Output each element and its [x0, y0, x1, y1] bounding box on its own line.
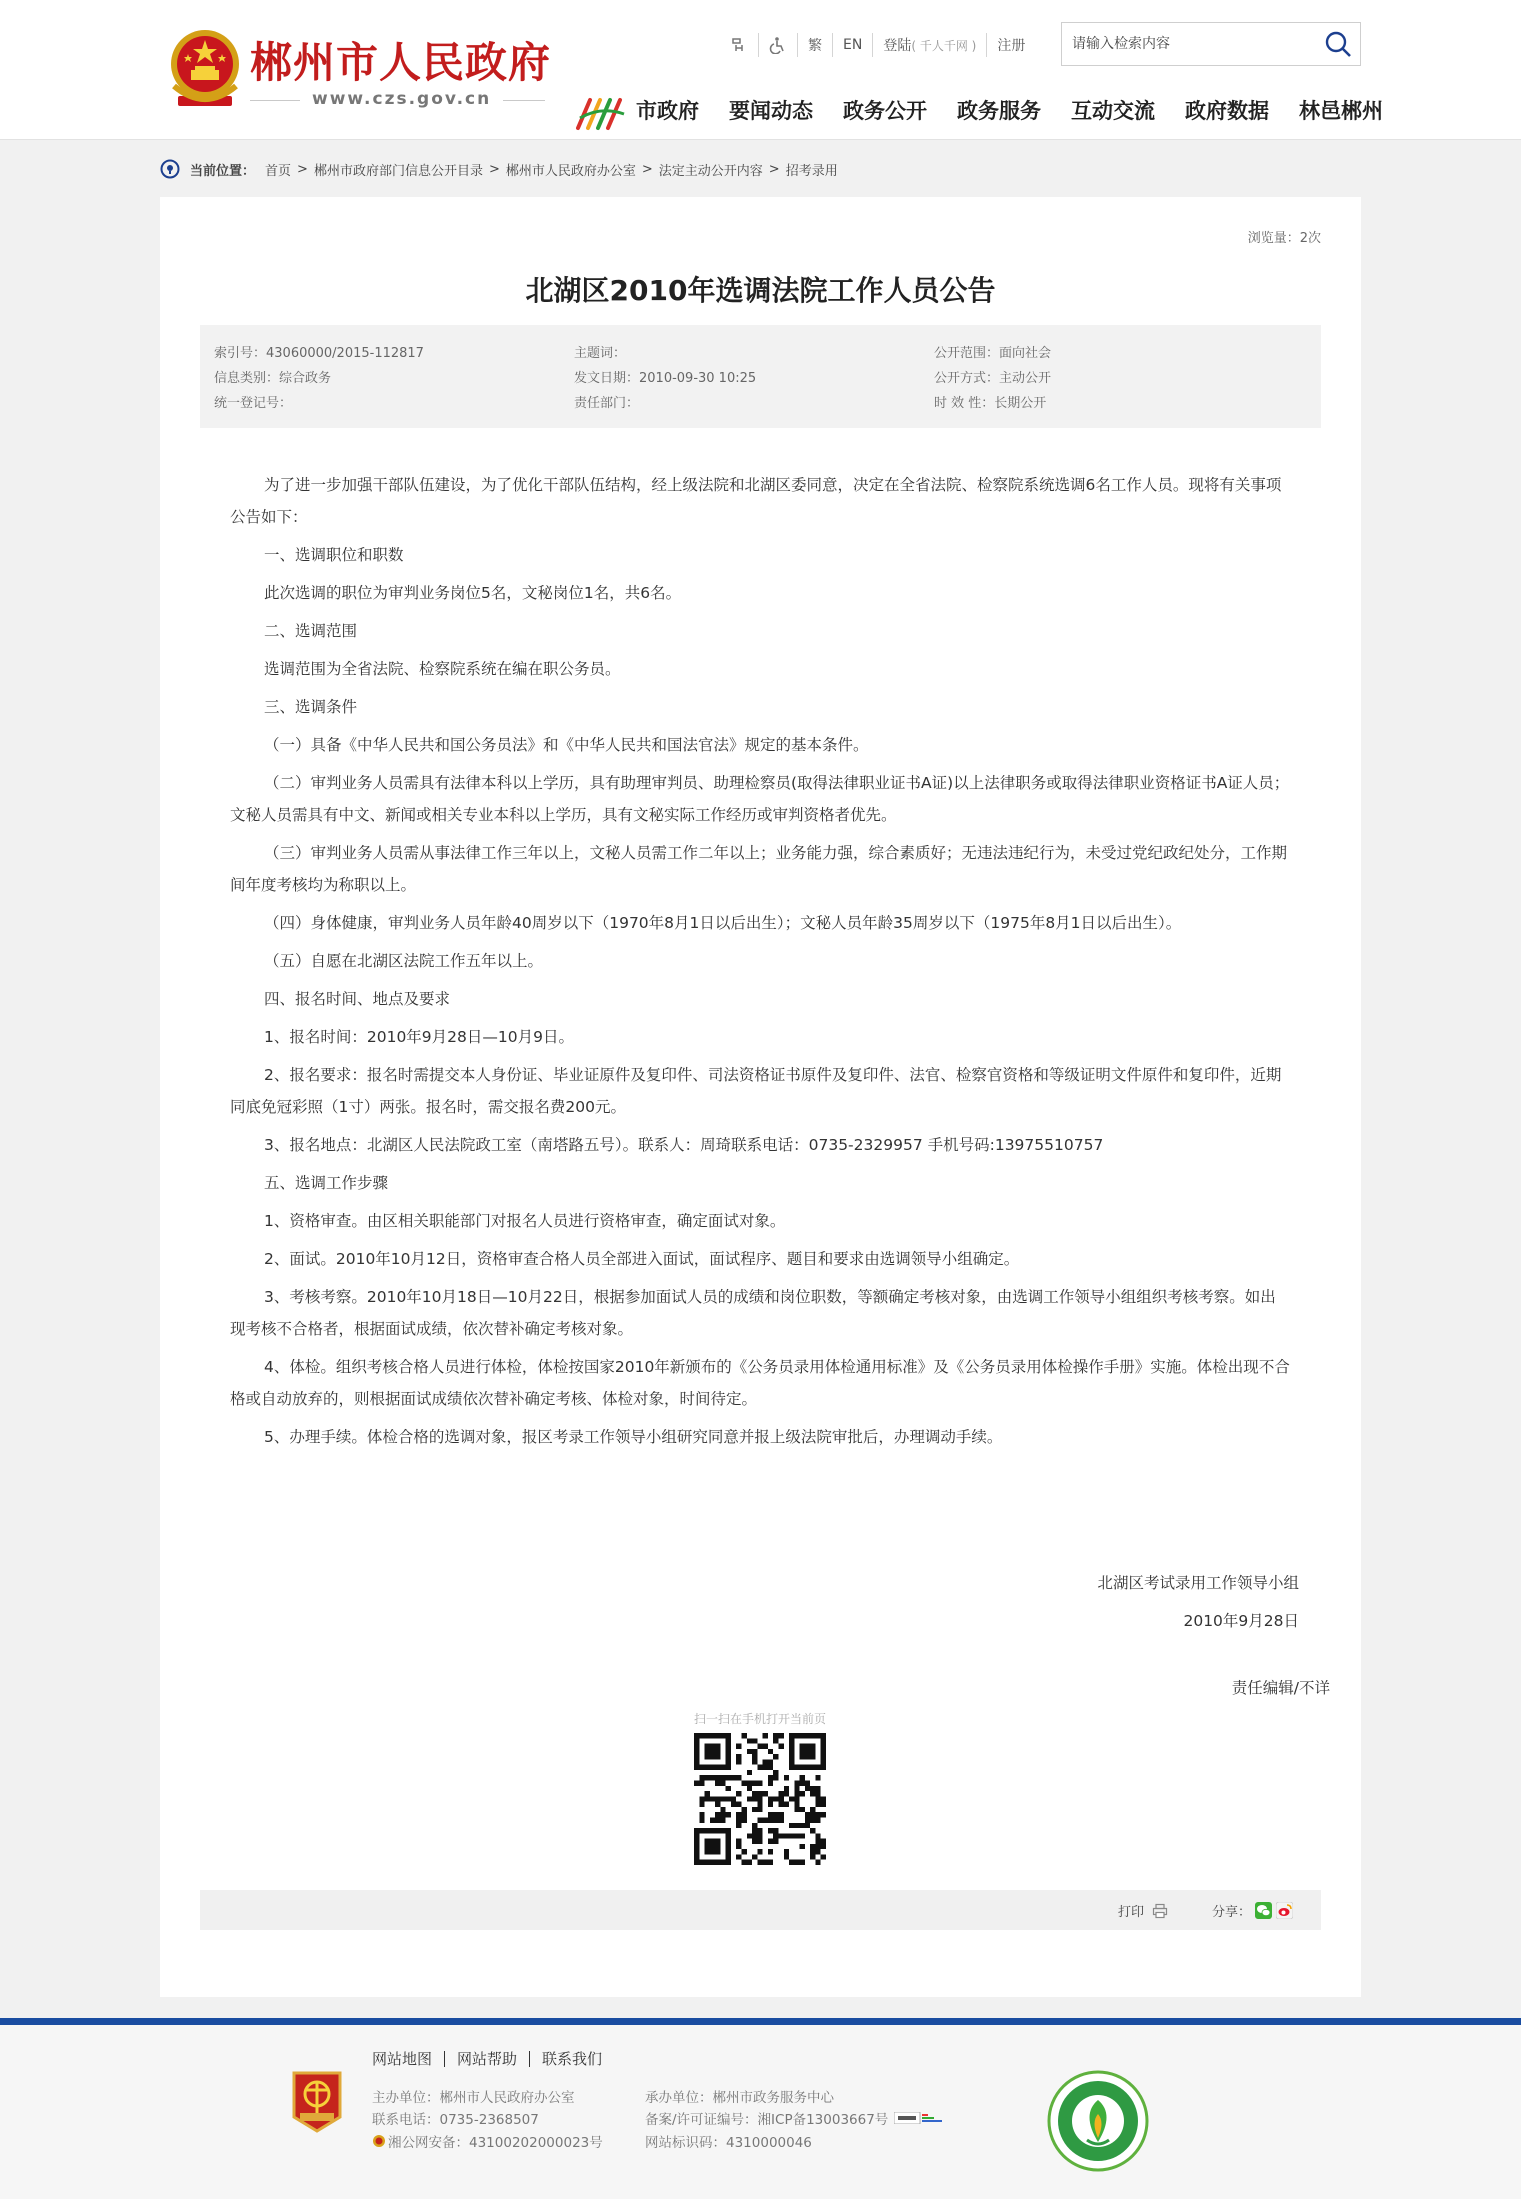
paragraph: （二）审判业务人员需具有法律本科以上学历，具有助理审判员、助理检察员(取得法律职业证书A证)以上法律职务或取得法律职业资格证书A证人员；文秘人员需具有中文、新闻或相关专业本科以上学历，具有文秘实际工作经历或审判资格者优先。 — [230, 774, 1290, 824]
signature-date: 2010年9月28日 — [1183, 1612, 1299, 1630]
register-link[interactable]: 注册 — [997, 38, 1026, 54]
city-logo-icon — [574, 92, 628, 134]
meta-issue-date: 发文日期：2010-09-30 10:25 — [574, 371, 757, 386]
police-badge-icon — [372, 2134, 386, 2148]
paragraph: 选调范围为全省法院、检察院系统在编在职公务员。 — [264, 660, 621, 678]
footer-operator: 承办单位：郴州市政务服务中心 — [645, 2090, 834, 2106]
meta-validity: 时 效 性：长期公开 — [934, 396, 1047, 411]
breadcrumb-separator: > — [488, 161, 500, 177]
meta-category: 信息类别：综合政务 — [214, 371, 332, 386]
footer-sponsor: 主办单位：郴州市人民政府办公室 — [372, 2090, 575, 2106]
nav-item-gov-affairs[interactable]: 政务公开 — [843, 99, 927, 123]
article-container — [160, 197, 1361, 1997]
paragraph: （五）自愿在北湖区法院工作五年以上。 — [264, 952, 544, 970]
paragraph: 2、报名要求：报名时需提交本人身份证、毕业证原件及复印件、司法资格证书原件及复印件、法官、检察官资格和等级证明文件原件和复印件，近期同底免冠彩照（1寸）两张。报名时，需交报名费200元。 — [230, 1066, 1282, 1116]
print-label: 打印 — [1118, 1905, 1145, 1920]
footer-phone: 联系电话：0735-2368507 — [372, 2112, 539, 2128]
cnzz-stats-icon[interactable] — [894, 2112, 946, 2124]
qr-code-icon — [694, 1733, 826, 1865]
breadcrumb-separator: > — [768, 161, 780, 177]
login-link[interactable] — [873, 33, 987, 57]
site-name[interactable]: 郴州市人民政府 — [250, 38, 552, 87]
paragraph: （三）审判业务人员需从事法律工作三年以上，文秘人员需工作二年以上；业务能力强，综合素质好；无违法违纪行为，未受过党纪政纪处分，工作期间年度考核均为称职以上。 — [230, 844, 1288, 894]
breadcrumb-recruitment[interactable]: 招考录用 — [785, 163, 838, 179]
civilized-city-seal-icon[interactable] — [1047, 2070, 1149, 2172]
nav-item-gov-data[interactable]: 政府数据 — [1185, 99, 1269, 123]
elderly-mode-button[interactable] — [720, 33, 759, 57]
meta-dept: 责任部门： — [574, 396, 640, 411]
signature-org: 北湖区考试录用工作领导小组 — [1097, 1574, 1299, 1592]
breadcrumb — [160, 158, 838, 180]
accessibility-button[interactable] — [759, 33, 798, 57]
paragraph: （四）身体健康，审判业务人员年龄40周岁以下（1970年8月1日以后出生）；文秘人员年龄35周岁以下（1975年8月1日以后出生）。 — [264, 914, 1182, 932]
header-toolbar — [720, 33, 1035, 57]
article-title: 北湖区2010年选调法院工作人员公告 — [525, 274, 996, 307]
site-header — [0, 0, 1521, 140]
search-button[interactable] — [1316, 23, 1360, 65]
nav-item-linyi-chenzhou[interactable]: 林邑郴州 — [1299, 99, 1383, 123]
breadcrumb-home[interactable]: 首页 — [265, 163, 292, 179]
search-icon — [1324, 30, 1352, 58]
paragraph: 二、选调范围 — [264, 622, 358, 640]
site-footer — [0, 2018, 1521, 2199]
police-record-text: 湘公网安备：43100202000023号 — [388, 2135, 603, 2151]
paragraph: 一、选调职位和职数 — [264, 546, 404, 564]
paragraph: 2、面试。2010年10月12日，资格审查合格人员全部进入面试，面试程序、题目和要求由选调领导小组确定。 — [264, 1250, 1020, 1268]
site-url: www.czs.gov.cn — [300, 89, 503, 109]
breadcrumb-label: 当前位置： — [190, 163, 256, 179]
accessibility-icon — [769, 36, 787, 54]
footer-links — [372, 2051, 614, 2067]
nav-item-city-gov[interactable]: 市政府 — [636, 99, 699, 123]
sitemap-link[interactable]: 网站地图 — [372, 2051, 445, 2067]
paragraph: 4、体检。组织考核合格人员进行体检，体检按国家2010年新颁布的《公务员录用体检通用标准》及《公务员录用体检操作手册》实施。体检出现不合格或自动放弃的，则根据面试成绩依次替补确定考核、体检对象，时间待定。 — [230, 1358, 1290, 1408]
footer-police-record[interactable] — [372, 2131, 603, 2151]
paragraph: 四、报名时间、地点及要求 — [264, 990, 451, 1008]
footer-icp[interactable] — [645, 2108, 946, 2128]
paragraph: 五、选调工作步骤 — [264, 1174, 389, 1192]
paragraph: 3、考核考察。2010年10月18日—10月22日，根据参加面试人员的成绩和岗位职数，等额确定考核对象，由选调工作领导小组组织考核考察。如出现考核不合格者，根据面试成绩，依次替补确定考核对象。 — [230, 1288, 1276, 1338]
breadcrumb-separator: > — [641, 161, 653, 177]
contact-link[interactable]: 联系我们 — [542, 2050, 603, 2068]
paragraph: 为了进一步加强干部队伍建设，为了优化干部队伍结构，经上级法院和北湖区委同意，决定在全省法院、检察院系统选调6名工作人员。现将有关事项公告如下： — [230, 476, 1282, 526]
location-pin-icon — [160, 159, 180, 179]
paragraph: 1、资格审查。由区相关职能部门对报名人员进行资格审查，确定面试对象。 — [264, 1212, 786, 1230]
paragraph: 3、报名地点：北湖区人民法院政工室（南塔路五号）。联系人：周琦联系电话：0735-2329957 手机号码:13975510757 — [264, 1136, 1104, 1154]
qr-label: 扫一扫在手机打开当前页 — [694, 1712, 827, 1726]
traditional-chinese-link[interactable]: 繁 — [798, 33, 833, 57]
paragraph: 三、选调条件 — [264, 698, 358, 716]
printer-icon — [1152, 1903, 1168, 1919]
breadcrumb-office[interactable]: 郴州市人民政府办公室 — [505, 163, 636, 179]
meta-index-no: 索引号：43060000/2015-112817 — [214, 346, 424, 361]
search-input[interactable] — [1062, 24, 1316, 64]
breadcrumb-separator: > — [297, 161, 308, 177]
breadcrumb-statutory-content[interactable]: 法定主动公开内容 — [658, 163, 763, 179]
party-gov-badge-icon[interactable] — [290, 2069, 344, 2135]
paragraph: 5、办理手续。体检合格的选调对象，报区考录工作领导小组研究同意并报上级法院审批后，办理调动手续。 — [264, 1428, 1003, 1446]
meta-method: 公开方式：主动公开 — [934, 371, 1052, 386]
meta-keywords: 主题词： — [574, 346, 627, 361]
paragraph: 1、报名时间：2010年9月28日—10月9日。 — [264, 1028, 574, 1046]
meta-scope: 公开范围：面向社会 — [934, 346, 1052, 361]
help-link[interactable]: 网站帮助 — [445, 2051, 530, 2067]
article-body — [230, 469, 1290, 1459]
weibo-icon[interactable] — [1276, 1902, 1293, 1919]
national-emblem-icon[interactable] — [166, 26, 244, 112]
elderly-mode-icon — [730, 36, 748, 54]
nav-item-news[interactable]: 要闻动态 — [729, 99, 813, 123]
meta-reg-no: 统一登记号： — [214, 396, 293, 411]
paragraph: （一）具备《中华人民共和国公务员法》和《中华人民共和国法官法》规定的基本条件。 — [264, 736, 869, 754]
icp-text: 备案/许可证编号：湘ICP备13003667号 — [645, 2112, 889, 2128]
nav-item-services[interactable]: 政务服务 — [957, 99, 1041, 123]
login-label: 登陆 — [883, 38, 912, 54]
main-nav — [636, 96, 1383, 126]
footer-site-id: 网站标识码：4310000046 — [645, 2135, 812, 2151]
english-link[interactable]: EN — [833, 33, 873, 57]
nav-item-interaction[interactable]: 互动交流 — [1071, 99, 1155, 123]
share-group — [1212, 1901, 1293, 1920]
print-button[interactable] — [1118, 1901, 1168, 1920]
responsible-editor: 责任编辑/不详 — [1231, 1679, 1330, 1697]
search-box — [1061, 22, 1361, 66]
view-count: 浏览量：2次 — [1247, 231, 1321, 246]
share-label: 分享： — [1212, 1905, 1252, 1920]
share-bar — [200, 1890, 1321, 1930]
login-sub-label: ( 千人千网 ) — [911, 38, 977, 53]
article-meta-box — [200, 325, 1321, 428]
breadcrumb-dept-directory[interactable]: 郴州市政府部门信息公开目录 — [313, 163, 483, 179]
paragraph: 此次选调的职位为审判业务岗位5名，文秘岗位1名，共6名。 — [264, 584, 682, 602]
wechat-icon[interactable] — [1255, 1902, 1272, 1919]
